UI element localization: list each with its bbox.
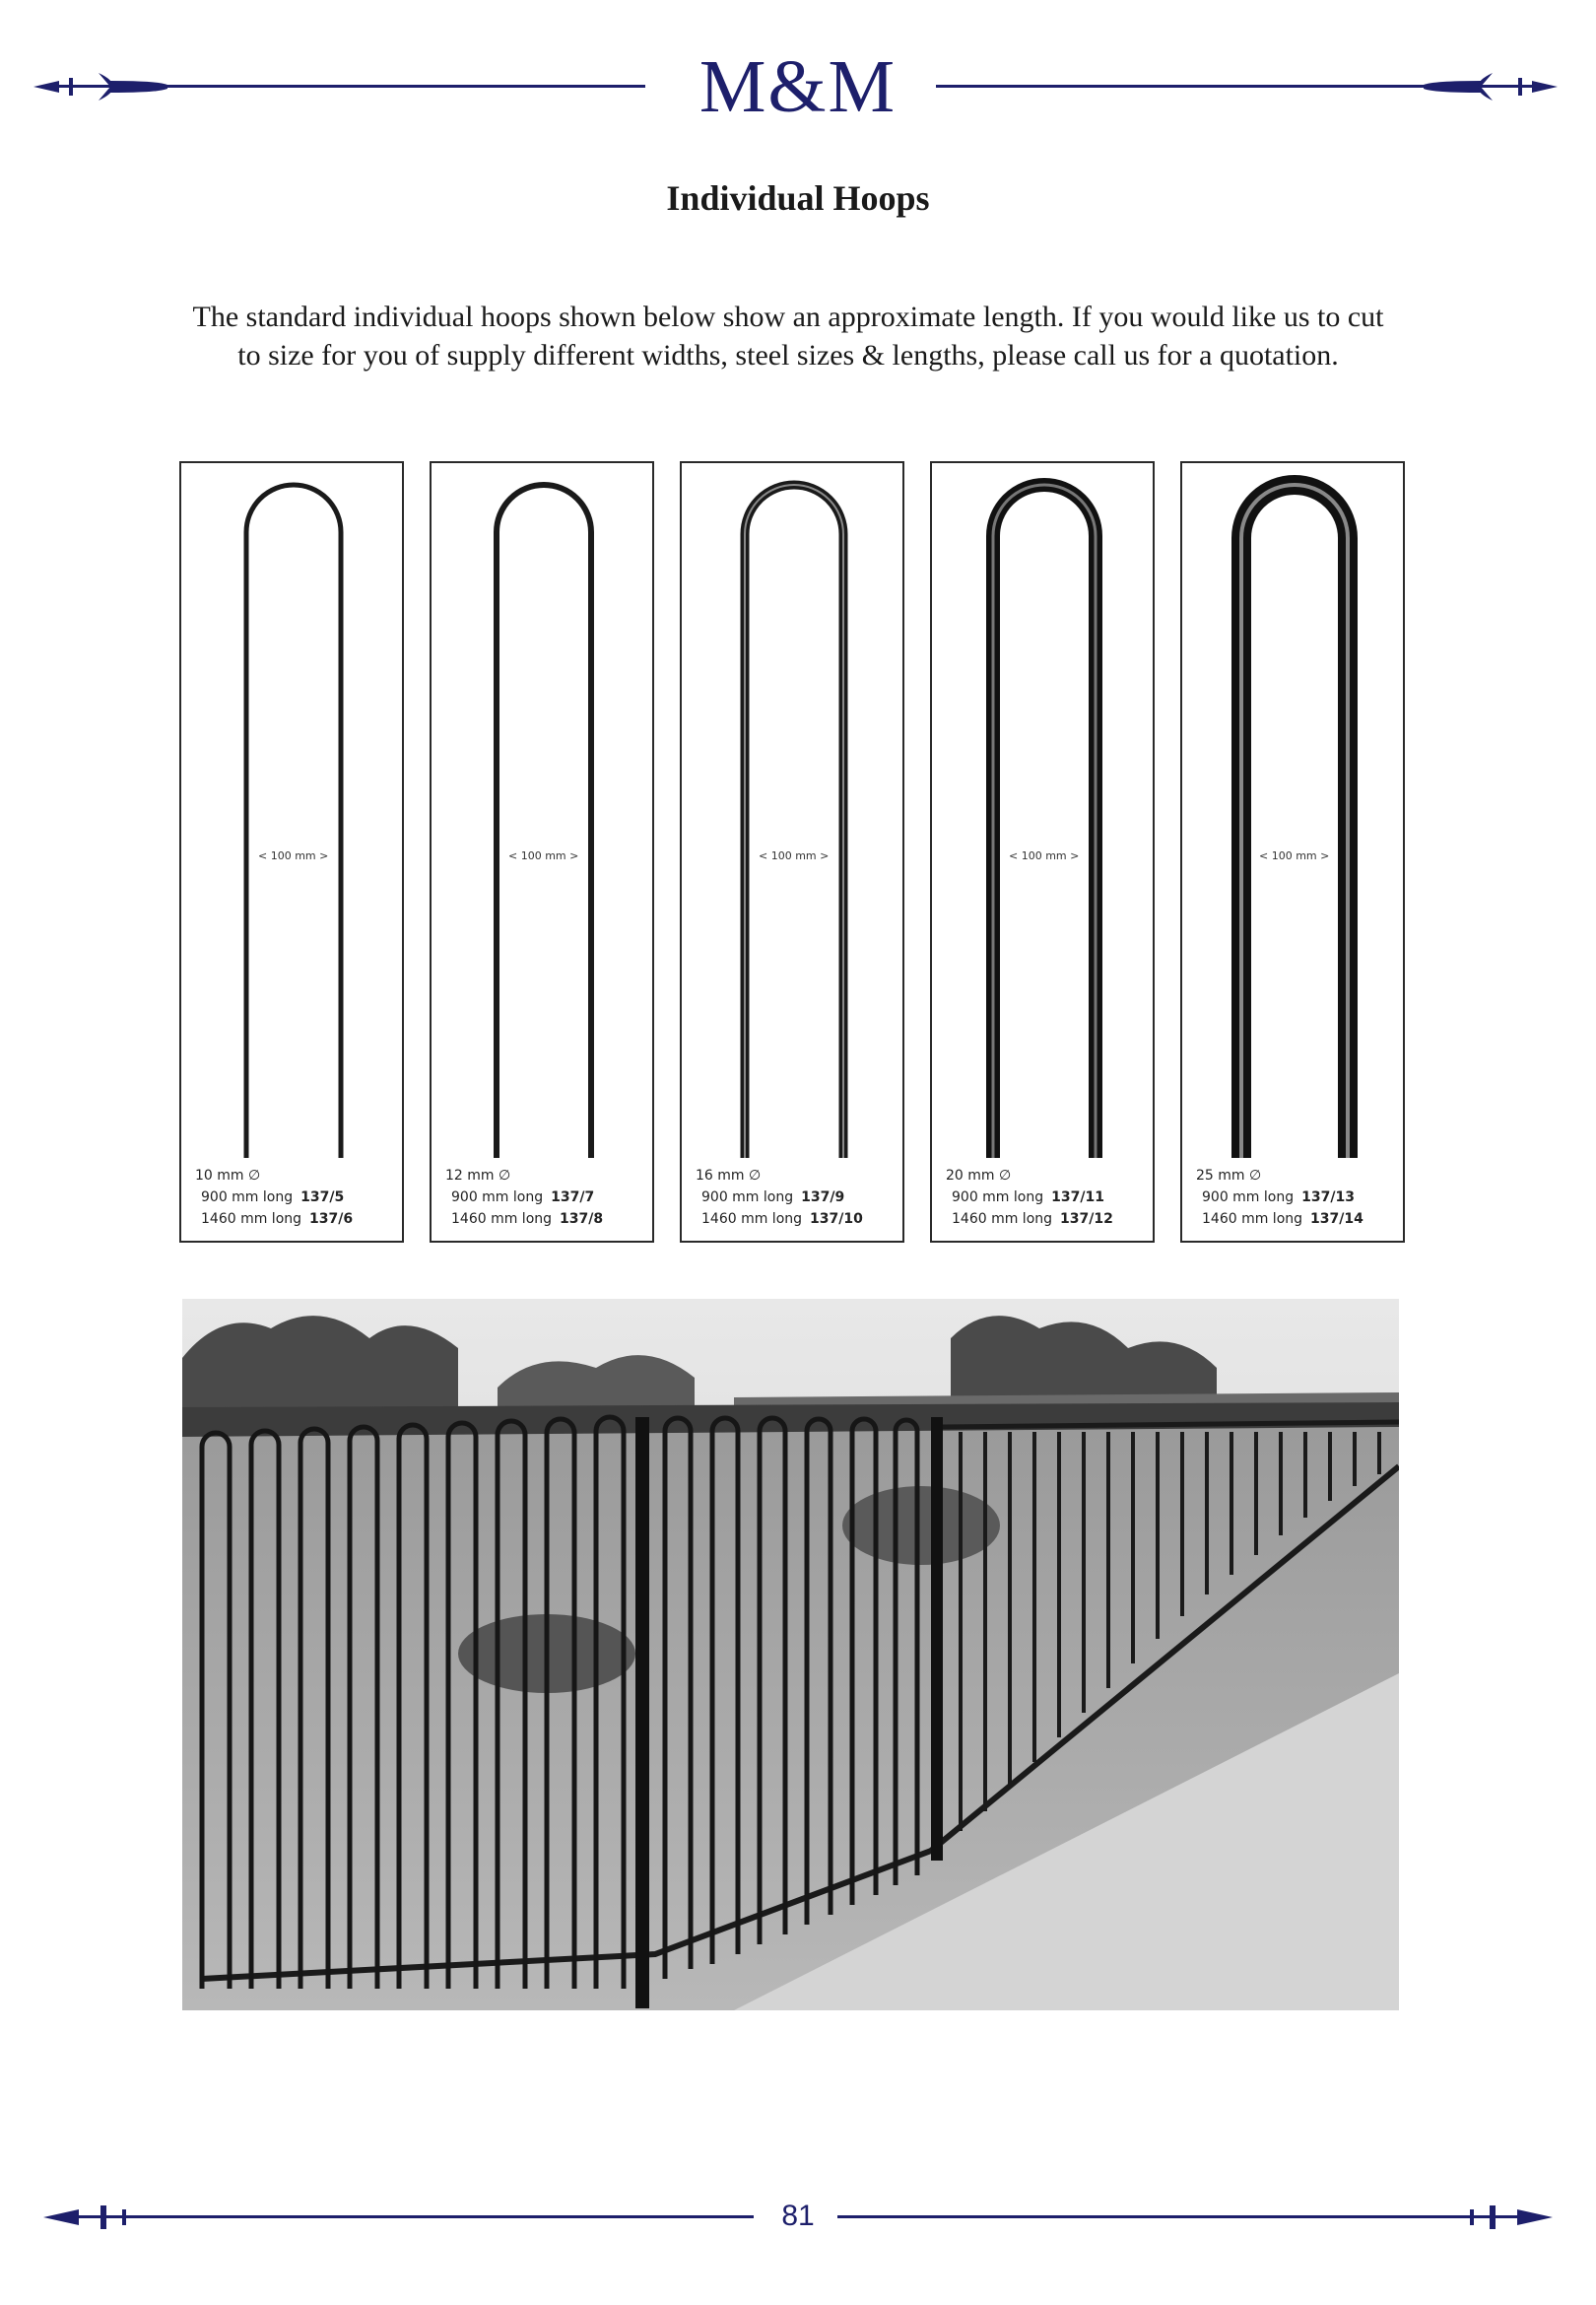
hoop-card	[179, 461, 404, 1243]
hoop-card	[680, 461, 904, 1243]
hoop-card	[930, 461, 1155, 1243]
width-dimension-label: < 100 mm >	[508, 849, 579, 862]
hoop-card	[430, 461, 654, 1243]
spec-row	[181, 1186, 402, 1208]
spec-row	[682, 1208, 902, 1230]
product-code: 137/11	[1051, 1189, 1104, 1205]
spec-row	[1182, 1186, 1403, 1208]
width-dimension-label: < 100 mm >	[1009, 849, 1080, 862]
fence-photo	[182, 1299, 1399, 2010]
spec-row	[1182, 1208, 1403, 1230]
length-label: 1460 mm long	[952, 1211, 1053, 1227]
hoop-railing-photo-illustration	[182, 1299, 1399, 2010]
length-label: 900 mm long	[701, 1189, 794, 1205]
spec-row	[432, 1208, 652, 1230]
hoop-spec	[1182, 1165, 1403, 1230]
length-label: 900 mm long	[451, 1189, 544, 1205]
length-label: 1460 mm long	[201, 1211, 302, 1227]
length-label: 900 mm long	[201, 1189, 294, 1205]
product-code: 137/14	[1310, 1211, 1363, 1227]
hoop-spec	[432, 1165, 652, 1230]
page-title: Individual Hoops	[666, 178, 930, 218]
product-code: 137/5	[300, 1189, 345, 1205]
product-code: 137/9	[801, 1189, 845, 1205]
width-dimension-label: < 100 mm >	[759, 849, 830, 862]
spec-row	[682, 1186, 902, 1208]
length-label: 1460 mm long	[701, 1211, 803, 1227]
diameter-label: 20 mm ∅	[946, 1168, 1012, 1184]
spec-row	[432, 1186, 652, 1208]
product-code: 137/8	[560, 1211, 604, 1227]
width-dimension-label: < 100 mm >	[258, 849, 329, 862]
product-code: 137/7	[551, 1189, 595, 1205]
brand-logo: M&M	[698, 45, 898, 128]
length-label: 900 mm long	[1202, 1189, 1295, 1205]
product-code: 137/13	[1301, 1189, 1355, 1205]
spec-row	[932, 1208, 1153, 1230]
diameter-label: 10 mm ∅	[195, 1168, 261, 1184]
diameter-label: 25 mm ∅	[1196, 1168, 1262, 1184]
hoop-card	[1180, 461, 1405, 1243]
page-number: 81	[781, 2200, 815, 2232]
diameter-label: 12 mm ∅	[445, 1168, 511, 1184]
intro-paragraph: The standard individual hoops shown below show an approximate length. If you would like us to cut to size for you of supply different widths, steel sizes & lengths, please call us for a quotation.	[192, 301, 1384, 372]
hoop-spec	[682, 1165, 902, 1230]
spec-row	[932, 1186, 1153, 1208]
product-code: 137/12	[1060, 1211, 1113, 1227]
hoop-spec	[932, 1165, 1153, 1230]
width-dimension-label: < 100 mm >	[1259, 849, 1330, 862]
spec-row	[181, 1208, 402, 1230]
product-code: 137/6	[309, 1211, 354, 1227]
diameter-label: 16 mm ∅	[696, 1168, 762, 1184]
hoop-spec	[181, 1165, 402, 1230]
length-label: 1460 mm long	[451, 1211, 553, 1227]
product-code: 137/10	[810, 1211, 863, 1227]
length-label: 900 mm long	[952, 1189, 1044, 1205]
length-label: 1460 mm long	[1202, 1211, 1303, 1227]
